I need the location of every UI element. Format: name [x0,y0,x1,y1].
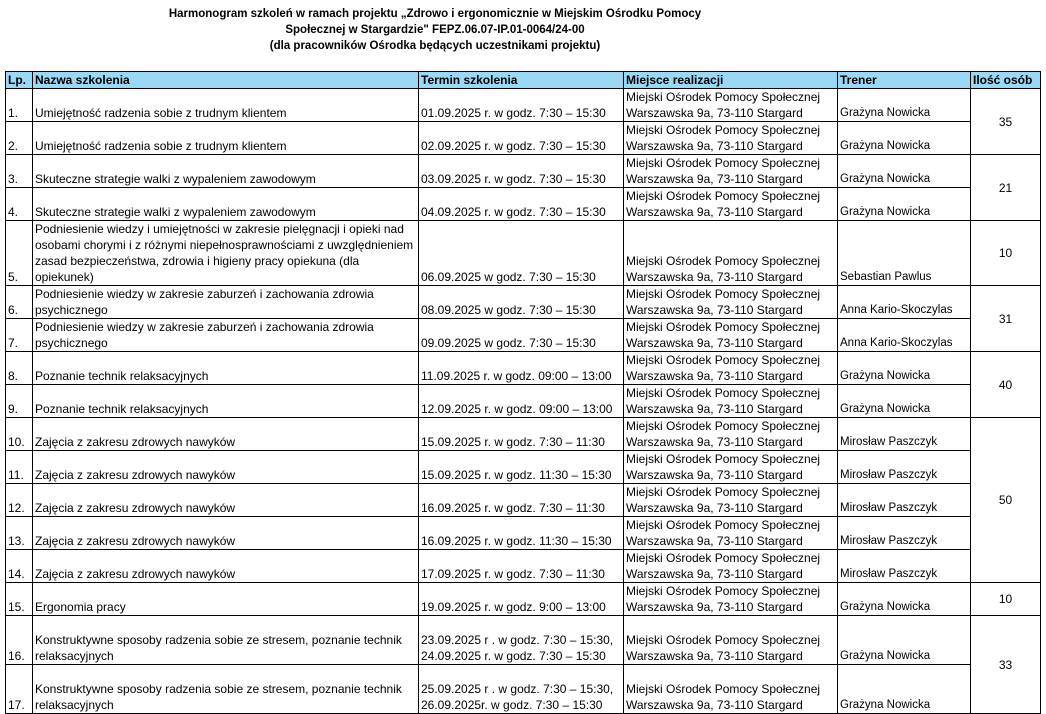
row-lp: 8. [6,352,33,385]
row-name: Konstruktywne sposoby radzenia sobie ze stresem, poznanie technik relaksacyjnych [33,665,419,714]
table-row [6,155,1041,188]
row-trainer: Sebastian Pawlus [838,221,971,286]
row-place [624,616,838,665]
row-name: Poznanie technik relaksacyjnych [33,352,419,385]
row-name: Zajęcia z zakresu zdrowych nawyków [33,451,419,484]
row-count: 35 [971,89,1041,155]
row-lp: 6. [6,286,33,319]
row-trainer: Mirosław Paszczyk [838,517,971,550]
row-trainer: Grażyna Nowicka [838,665,971,714]
table-row [6,616,1041,665]
row-name: Zajęcia z zakresu zdrowych nawyków [33,517,419,550]
row-place [624,418,838,451]
header-place: Miejsce realizacji [624,72,838,89]
row-place-line1: Miejski Ośrodek Pomocy Społecznej [626,584,821,598]
row-place-line2: Warszawska 9a, 73-110 Stargard [626,369,803,383]
row-date-line: 01.09.2025 r. w godz. 7:30 – 15:30 [421,106,606,120]
row-place-line2: Warszawska 9a, 73-110 Stargard [626,501,803,515]
table-row [6,286,1041,319]
row-date-line: 04.09.2025 r. w godz. 7:30 – 15:30 [421,205,606,219]
table-row [6,188,1041,221]
row-date-line: 25.09.2025 r . w godz. 7:30 – 15:30, [421,682,614,696]
row-date [419,665,624,714]
row-name: Podniesienie wiedzy w zakresie zaburzeń i zachowania zdrowia psychicznego [33,286,419,319]
row-place-line1: Miejski Ośrodek Pomocy Społecznej [626,189,821,203]
title-line-1: Harmonogram szkoleń w ramach projektu „Zdrowo i ergonomicznie w Miejskim Ośrodku Pomocy [168,8,702,20]
row-place-line2: Warszawska 9a, 73-110 Stargard [626,303,803,317]
row-lp: 17. [6,665,33,714]
row-place-line2: Warszawska 9a, 73-110 Stargard [626,106,803,120]
row-place-line2: Warszawska 9a, 73-110 Stargard [626,567,803,581]
row-place [624,385,838,418]
row-lp: 4. [6,188,33,221]
row-date-line: 15.09.2025 r. w godz. 11:30 – 15:30 [421,468,612,482]
row-lp: 10. [6,418,33,451]
row-name: Podniesienie wiedzy w zakresie zaburzeń i zachowania zdrowia psychicznego [33,319,419,352]
row-date [419,286,624,319]
row-place [624,89,838,122]
row-date-line: 17.09.2025 r. w godz. 7:30 – 11:30 [421,567,605,581]
row-date-line: 26.09.2025r. w godz. 7:30 – 15:30 [421,698,603,712]
table-row [6,89,1041,122]
row-lp: 11. [6,451,33,484]
row-date-line: 09.09.2025 w godz. 7:30 – 15:30 [421,336,596,350]
row-trainer: Grażyna Nowicka [838,352,971,385]
row-lp: 13. [6,517,33,550]
row-date-line: 16.09.2025 r. w godz. 7:30 – 11:30 [421,501,605,515]
row-place [624,451,838,484]
row-date [419,319,624,352]
row-place-line2: Warszawska 9a, 73-110 Stargard [626,698,803,712]
table-row [6,221,1041,286]
row-place-line2: Warszawska 9a, 73-110 Stargard [626,139,803,153]
header-name: Nazwa szkolenia [33,72,419,89]
row-place-line2: Warszawska 9a, 73-110 Stargard [626,205,803,219]
row-name: Podniesienie wiedzy i umiejętności w zakresie pielęgnacji i opieki nad osobami chorymi i z różnymi niepełnosprawnościami z uwzględnieniem zasad bezpieczeństwa, zdrowia i higieny pracy opiekuna (dla opiekunek) [33,221,419,286]
row-date [419,352,624,385]
row-name: Zajęcia z zakresu zdrowych nawyków [33,550,419,583]
table-row [6,517,1041,550]
row-date-line: 08.09.2025 w godz. 7:30 – 15:30 [421,303,596,317]
row-name: Konstruktywne sposoby radzenia sobie ze stresem, poznanie technik relaksacyjnych [33,616,419,665]
row-date [419,122,624,155]
row-place-line1: Miejski Ośrodek Pomocy Społecznej [626,633,821,647]
row-count: 10 [971,221,1041,286]
row-lp: 9. [6,385,33,418]
row-trainer: Mirosław Paszczyk [838,451,971,484]
row-trainer: Grażyna Nowicka [838,188,971,221]
row-name: Zajęcia z zakresu zdrowych nawyków [33,484,419,517]
row-place-line1: Miejski Ośrodek Pomocy Społecznej [626,90,821,104]
row-lp: 2. [6,122,33,155]
table-row [6,122,1041,155]
row-place-line1: Miejski Ośrodek Pomocy Społecznej [626,551,821,565]
row-place [624,319,838,352]
row-place-line2: Warszawska 9a, 73-110 Stargard [626,600,803,614]
row-place-line2: Warszawska 9a, 73-110 Stargard [626,402,803,416]
row-trainer: Mirosław Paszczyk [838,550,971,583]
table-header-row [6,72,1041,89]
row-place-line1: Miejski Ośrodek Pomocy Społecznej [626,485,821,499]
row-date [419,616,624,665]
header-count: Ilość osób [971,72,1041,89]
row-trainer: Mirosław Paszczyk [838,484,971,517]
row-place [624,286,838,319]
row-place-line1: Miejski Ośrodek Pomocy Społecznej [626,452,821,466]
row-date [419,550,624,583]
row-date [419,385,624,418]
row-place-line2: Warszawska 9a, 73-110 Stargard [626,435,803,449]
row-count: 31 [971,286,1041,352]
row-place [624,583,838,616]
table-row [6,418,1041,451]
table-row [6,665,1041,714]
row-date [419,221,624,286]
row-date-line: 03.09.2025 r. w godz. 7:30 – 15:30 [421,172,606,186]
row-trainer: Mirosław Paszczyk [838,418,971,451]
row-place-line1: Miejski Ośrodek Pomocy Społecznej [626,682,821,696]
row-date [419,583,624,616]
row-place-line2: Warszawska 9a, 73-110 Stargard [626,534,803,548]
table-row [6,484,1041,517]
table-row [6,451,1041,484]
row-trainer: Grażyna Nowicka [838,616,971,665]
table-row [6,385,1041,418]
row-trainer: Grażyna Nowicka [838,155,971,188]
table-row [6,583,1041,616]
row-name: Umiejętność radzenia sobie z trudnym klientem [33,122,419,155]
row-place-line1: Miejski Ośrodek Pomocy Społecznej [626,353,821,367]
row-lp: 3. [6,155,33,188]
row-place-line2: Warszawska 9a, 73-110 Stargard [626,336,803,350]
header-trainer: Trener [838,72,971,89]
row-lp: 7. [6,319,33,352]
row-trainer: Grażyna Nowicka [838,385,971,418]
row-trainer: Grażyna Nowicka [838,122,971,155]
title-line-3: (dla pracowników Ośrodka będących uczestnikami projektu) [269,40,601,52]
row-place-line1: Miejski Ośrodek Pomocy Społecznej [626,518,821,532]
row-date-line: 06.09.2025 w godz. 7:30 – 15:30 [421,270,596,284]
row-lp: 14. [6,550,33,583]
row-place-line1: Miejski Ośrodek Pomocy Społecznej [626,386,821,400]
row-name: Skuteczne strategie walki z wypaleniem zawodowym [33,155,419,188]
row-place [624,122,838,155]
row-date [419,188,624,221]
row-name: Ergonomia pracy [33,583,419,616]
row-place [624,665,838,714]
row-date-line: 12.09.2025 r. w godz. 09:00 – 13:00 [421,402,613,416]
document-title [0,6,870,54]
row-name: Skuteczne strategie walki z wypaleniem zawodowym [33,188,419,221]
row-place-line2: Warszawska 9a, 73-110 Stargard [626,172,803,186]
row-place-line2: Warszawska 9a, 73-110 Stargard [626,468,803,482]
row-name: Zajęcia z zakresu zdrowych nawyków [33,418,419,451]
row-place-line1: Miejski Ośrodek Pomocy Społecznej [626,254,821,268]
row-count: 40 [971,352,1041,418]
table-row [6,319,1041,352]
row-date-line: 24.09.2025 r. w godz. 7:30 – 15:30 [421,649,606,663]
row-date-line: 15.09.2025 r. w godz. 7:30 – 11:30 [421,435,605,449]
row-place [624,484,838,517]
row-place [624,517,838,550]
row-count: 33 [971,616,1041,714]
header-date: Termin szkolenia [419,72,624,89]
row-lp: 5. [6,221,33,286]
training-schedule-table [5,71,1041,714]
row-count: 21 [971,155,1041,221]
row-place [624,188,838,221]
row-place-line1: Miejski Ośrodek Pomocy Społecznej [626,156,821,170]
row-place [624,221,838,286]
row-date-line: 11.09.2025 r. w godz. 09:00 – 13:00 [421,369,612,383]
row-date [419,484,624,517]
row-date [419,89,624,122]
row-trainer: Anna Kario-Skoczylas [838,286,971,319]
row-lp: 16. [6,616,33,665]
row-place-line2: Warszawska 9a, 73-110 Stargard [626,649,803,663]
row-lp: 1. [6,89,33,122]
row-date-line: 02.09.2025 r. w godz. 7:30 – 15:30 [421,139,606,153]
row-place-line2: Warszawska 9a, 73-110 Stargard [626,270,803,284]
table-row [6,550,1041,583]
row-date [419,418,624,451]
row-name: Poznanie technik relaksacyjnych [33,385,419,418]
row-date [419,451,624,484]
row-place [624,550,838,583]
row-date-line: 23.09.2025 r . w godz. 7:30 – 15:30, [421,633,614,647]
row-place [624,155,838,188]
row-lp: 15. [6,583,33,616]
row-count: 50 [971,418,1041,583]
row-date-line: 19.09.2025 r. w godz. 9:00 – 13:00 [421,600,606,614]
row-trainer: Grażyna Nowicka [838,89,971,122]
row-place-line1: Miejski Ośrodek Pomocy Społecznej [626,123,821,137]
row-trainer: Anna Kario-Skoczylas [838,319,971,352]
row-date-line: 16.09.2025 r. w godz. 11:30 – 15:30 [421,534,612,548]
title-line-2: Społecznej w Stargardzie" FEPZ.06.07-IP.01-0064/24-00 [285,24,585,36]
row-place [624,352,838,385]
row-date [419,155,624,188]
row-place-line1: Miejski Ośrodek Pomocy Społecznej [626,287,821,301]
header-lp: Lp. [6,72,33,89]
row-count: 10 [971,583,1041,616]
row-place-line1: Miejski Ośrodek Pomocy Społecznej [626,419,821,433]
table-row [6,352,1041,385]
row-trainer: Grażyna Nowicka [838,583,971,616]
row-name: Umiejętność radzenia sobie z trudnym klientem [33,89,419,122]
row-lp: 12. [6,484,33,517]
row-date [419,517,624,550]
row-place-line1: Miejski Ośrodek Pomocy Społecznej [626,320,821,334]
